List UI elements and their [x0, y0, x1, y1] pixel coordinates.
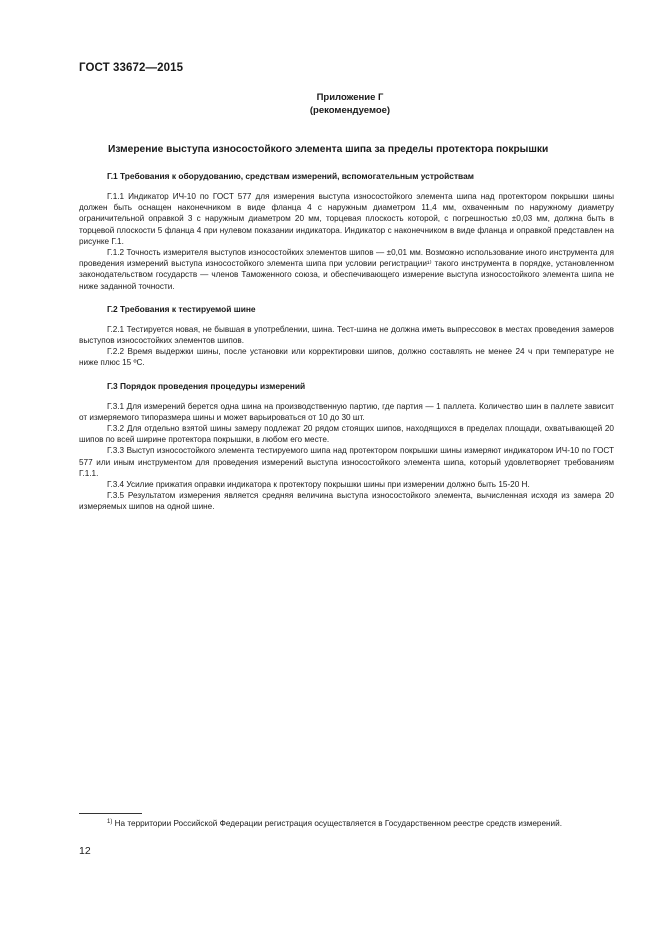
appendix-title: Измерение выступа износостойкого элемента шипа за пределы протектора покрышки — [108, 144, 549, 155]
paragraph: Г.3.3 Выступ износостойкого элемента тестируемого шипа над протектором покрышки шины измеряют индикатором ИЧ-10 по ГОСТ 577 или иным инструментом для проведения измерений выступа износостойкого элемента шипа, который удовлетворяет требованиям Г.1.1. — [79, 446, 614, 478]
paragraph: Г.3.2 Для отдельно взятой шины замеру подлежат 20 рядом стоящих шипов, находящихся в пределах площади, охватывающей 20 шипов по всей ширине протектора покрышки, в любом его месте. — [79, 424, 614, 445]
page-number: 12 — [79, 845, 91, 857]
section-heading: Г.2 Требования к тестируемой шине — [107, 303, 256, 314]
appendix-label: Приложение Г — [316, 92, 384, 103]
paragraph: Г.3.5 Результатом измерения является средняя величина выступа износостойкого элемента, вычисленная исходя из замера 20 измеряемых шипов на одной шине. — [79, 491, 614, 512]
footnote-marker: 1) — [107, 819, 113, 825]
appendix-heading — [200, 92, 500, 117]
paragraph: Г.3.1 Для измерений берется одна шина на производственную партию, где партия — 1 паллета. Количество шин в паллете зависит от измеряемого типоразмера шины и может варьироваться от 10 до 30 шт. — [79, 401, 614, 422]
section-heading: Г.1 Требования к оборудованию, средствам измерений, вспомогательным устройствам — [107, 171, 474, 181]
appendix-status: (рекомендуемое) — [309, 104, 391, 116]
paragraph: Г.3.4 Усилие прижатия оправки индикатора к протектору покрышки шины при измерении должно быть 15-20 Н. — [107, 480, 530, 490]
document-code: ГОСТ 33672—2015 — [79, 62, 184, 74]
paragraph: Г.2.2 Время выдержки шины, после установки или корректировки шипов, должно составлять не менее 24 ч при температуре не ниже плюс 15 ºС. — [79, 347, 614, 368]
footnote-text: На территории Российской Федерации регистрация осуществляется в Государственном реестре средств измерений. — [114, 819, 562, 828]
appendix-body — [79, 169, 614, 513]
section-heading: Г.3 Порядок проведения процедуры измерений — [107, 380, 306, 391]
paragraph: Г.1.2 Точность измерителя выступов износостойких элементов шипов — ±0,01 мм. Возможно использование иного инструмента для проведения измерений выступа износостойкого элемента шипа при условии регистрации¹⁾ такого инструмента в порядке, установленном законодательством государств — членов Таможенного союза, и обеспечивающего измерение выступа износостойкого элемента шипа не ниже заданной точности. — [79, 248, 614, 291]
paragraph: Г.2.1 Тестируется новая, не бывшая в употреблении, шина. Тест-шина не должна иметь выпрессовок в местах проведения замеров выступов износостойких элементов шипов. — [79, 324, 614, 346]
footnote — [79, 817, 614, 830]
paragraph: Г.1.1 Индикатор ИЧ-10 по ГОСТ 577 для измерения выступа износостойкого элемента шипа над протектором покрышки шины должен быть оснащен наконечником в виде фланца 4 с наружным диаметром 11,4 мм, охваченным по наружному диаметру ограничительной оправкой 3 с наружным диаметром 20 мм, торцевая плоскость которой, с погрешностью ±0,03 мм, должна быть в торцевой плоскости 5 фланца 4 при нулевом показании индикатора. Индикатор с наконечником в виде фланца и оправкой представлен на рисунке Г.1. — [79, 192, 614, 246]
footnote-divider — [79, 813, 142, 814]
